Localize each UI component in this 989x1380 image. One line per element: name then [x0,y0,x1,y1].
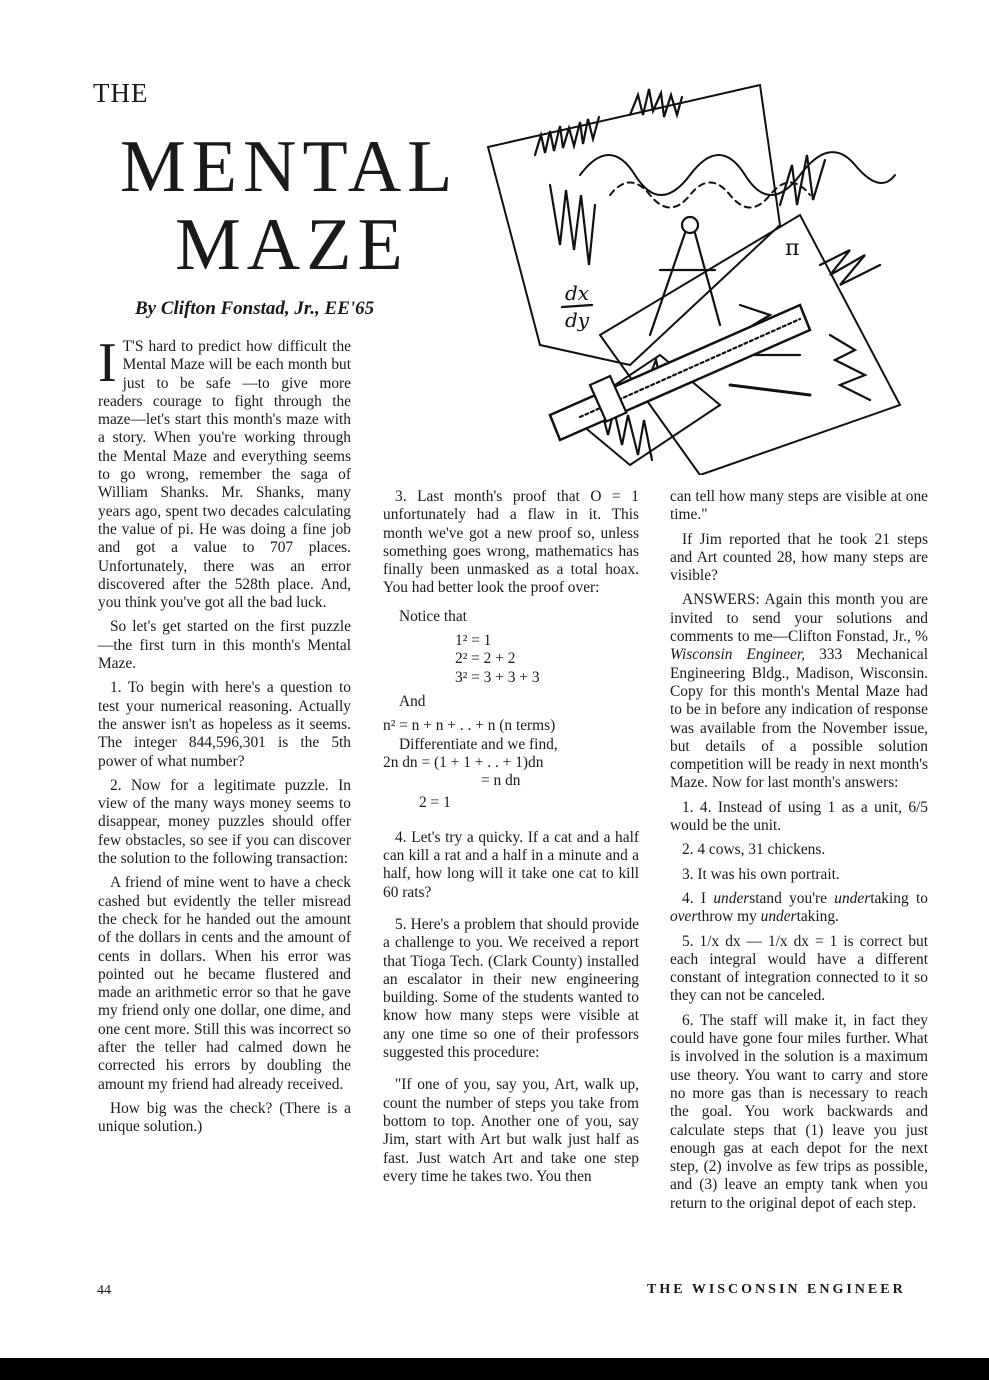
column-2 [383,488,639,1192]
dx-label: dx [565,281,590,305]
column-1 [98,332,351,1142]
scribble [820,250,880,285]
puzzle-2: 2. Now for a legitimate puzzle. In view of the many ways money seems to disappear, money puzzles should offer few obstacles, so see if you can discover the solution to the following transaction: [98,776,351,868]
compass-pivot [682,217,698,233]
dy-label: dy [565,308,590,332]
answer-2: 2. 4 cows, 31 chickens. [682,841,826,859]
drop-cap: I [98,332,117,394]
answer-6: 6. The staff will make it, in fact they could have gone four miles further. What is involved in the solution is a maximum use theory. You want to carry and store no more gas than is necessary to reach the goal. You work backwards and calculate steps that (1) leave you just enough gas at each depot for the next step, (2) involve as few trips as possible, and (3) leave an empty tank when you return to the original depot of each step. [670,1011,928,1212]
scribble [535,117,599,155]
equation: = n dn [481,772,521,790]
publication-name: THE WISCONSIN ENGINEER [647,1282,906,1297]
compass-leg [695,233,720,325]
answer-1: 1. 4. Instead of using 1 as a unit, 6/5 would be the unit. [670,798,928,835]
answer-5: 5. 1/x dx — 1/x dx = 1 is correct but each integral would have a different constant of integration connected to it so they can not be canceled. [670,932,928,1005]
puzzle-5-question: If Jim reported that he took 21 steps and Art counted 28, how many steps are visible? [670,530,928,585]
answers-intro: ANSWERS: Again this month you are invited to send your solutions and comments to me—Clifton Fonstad, Jr., % Wisconsin Engineer, 333 Mechanical Engineering Bldg., Madison, Wisconsin. Copy for this month's Mental Maze had to be in before any indication of response was available from the November issue, but details of a possible solution competition will be ready in next month's Maze. Now for last month's answers: [670,591,928,792]
math-tools-illustration [480,75,920,475]
puzzle-2-question: How big was the check? (There is a unique solution.) [98,1099,351,1136]
title-line-2: MAZE [175,204,409,286]
scribble [780,155,825,205]
answer-3: 3. It was his own portrait. [682,865,840,883]
pi-label: π [785,236,800,261]
intro-paragraph: I T'S hard to predict how difficult the Mental Maze will be each month but just to be safe —to give more readers courage to fight through the maze—let's start this month's maze with a story. When you're working through the Mental Maze and everything seems to go wrong, remember the saga of William Shanks. Mr. Shanks, many years ago, spent two decades calculating the value of pi. He was doing a fine job and got a value to 707 places. Unfortunately, there was an error discovered after the 528th place. And, you think you've got all the bad luck. [98,332,351,612]
pen [730,385,810,395]
puzzle-5: 5. Here's a problem that should provide a challenge to you. We received a report that Tioga Tech. (Clark County) installed an escalator in their new engineering building. Some of the students wanted to know how many steps were visible at any one time so one of their professors suggested this procedure: [383,915,639,1062]
puzzle-4: 4. Let's try a quicky. If a cat and a half can kill a rat and a half in a minute and a half, how long will it take one cat to kill 60 rats? [383,828,639,901]
proof-notice: Notice that [399,607,467,625]
paragraph: can tell how many steps are visible at one time." [670,488,928,524]
equation: 2² = 2 + 2 [455,650,516,668]
puzzle-1: 1. To begin with here's a question to test your numerical reasoning. Actually the answer isn't as hopeless as it seems. The integer 844,596,301 is the 5th power of what number? [98,679,351,770]
answer-4: 4. I understand you're undertaking to overthrow my undertaking. [670,889,928,926]
scribble [550,185,595,265]
title-line-1: MENTAL [120,126,459,208]
equation: n² = n + n + . . + n (n terms) [383,717,556,735]
proof-diff: Differentiate and we find, [399,735,558,753]
proof [383,608,639,813]
scan-border [0,1358,989,1380]
puzzle-5-quote: "If one of you, say you, Art, walk up, count the number of steps you take from bottom to top. Another one of you, say Jim, start with Art but walk just half as fast. Just watch Art and take one step every time he takes two. You then [383,1076,639,1185]
paper-sheet [488,85,780,365]
equation: 2n dn = (1 + 1 + . . + 1)dn [383,753,544,771]
byline: By Clifton Fonstad, Jr., EE'65 [135,298,375,319]
equation: 1² = 1 [455,632,492,650]
paragraph: So let's get started on the first puzzle—the first turn in this month's Mental Maze. [98,618,351,673]
wave-curve [580,152,895,195]
kicker: THE [93,78,149,108]
puzzle-3: 3. Last month's proof that O = 1 unfortunately had a flaw in it. This month we've got a new proof so, unless something goes wrong, mathematics has finally been unmasked as a total hoax. You had better look the proof over: [383,488,639,597]
equation: 3² = 3 + 3 + 3 [455,668,540,686]
page-number: 44 [97,1283,111,1298]
proof-and: And [399,692,426,710]
equation: 2 = 1 [419,794,451,812]
puzzle-2-body: A friend of mine went to have a check cashed but evidently the teller misread the check for he handed out the amount of the dollars in cents and the amount of cents in dollars. When his error was pointed out he became flustered and made an arithmetic error so that he gave my friend only one dollar, one dime, and one cent more. Still this was incorrect so after the teller had calmed down he corrected his errors by doubling the amount my friend had already received. [98,874,351,1093]
scribble [830,335,870,400]
column-3 [670,488,928,1219]
